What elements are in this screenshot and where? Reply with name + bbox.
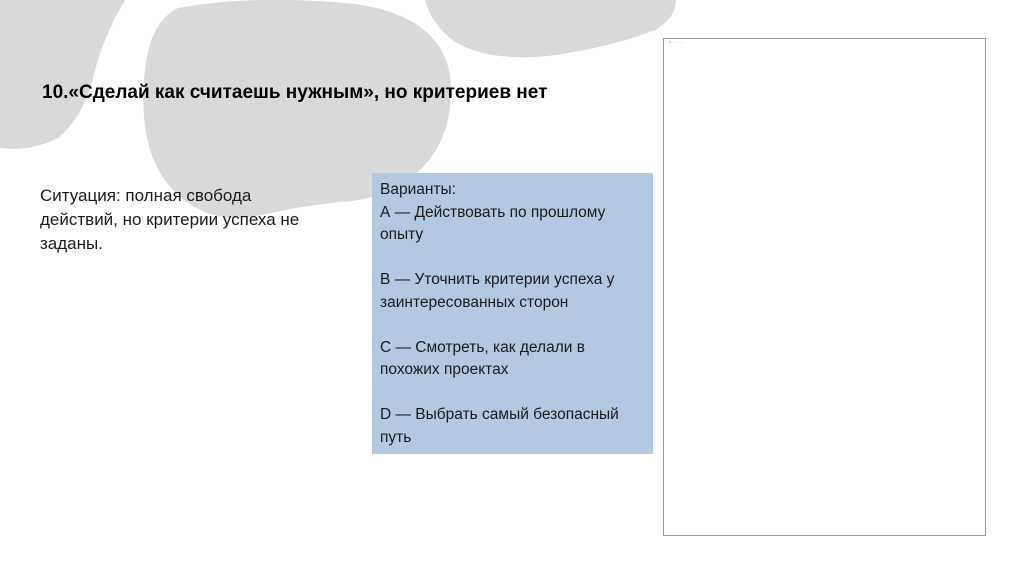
decor-stone-right <box>425 0 676 57</box>
option-a: А — Действовать по прошлому опыту <box>380 203 606 243</box>
option-b: B — Уточнить критерии успеха у заинтересованных сторон <box>380 271 615 311</box>
options-panel <box>372 173 653 454</box>
embedded-document-caption: ▯ ···· ········ <box>669 40 685 44</box>
embedded-document-frame <box>663 38 986 536</box>
option-d: D — Выбрать самый безопасный путь <box>380 406 619 446</box>
decor-stone-left <box>0 0 125 149</box>
slide-title: 10.«Сделай как считаешь нужным», но критериев нет <box>42 82 548 103</box>
situation-text: Ситуация: полная свобода действий, но критерии успеха не заданы. <box>40 186 300 253</box>
option-c: C — Смотреть, как делали в похожих проектах <box>380 338 585 378</box>
options-heading: Варианты: <box>380 181 456 198</box>
